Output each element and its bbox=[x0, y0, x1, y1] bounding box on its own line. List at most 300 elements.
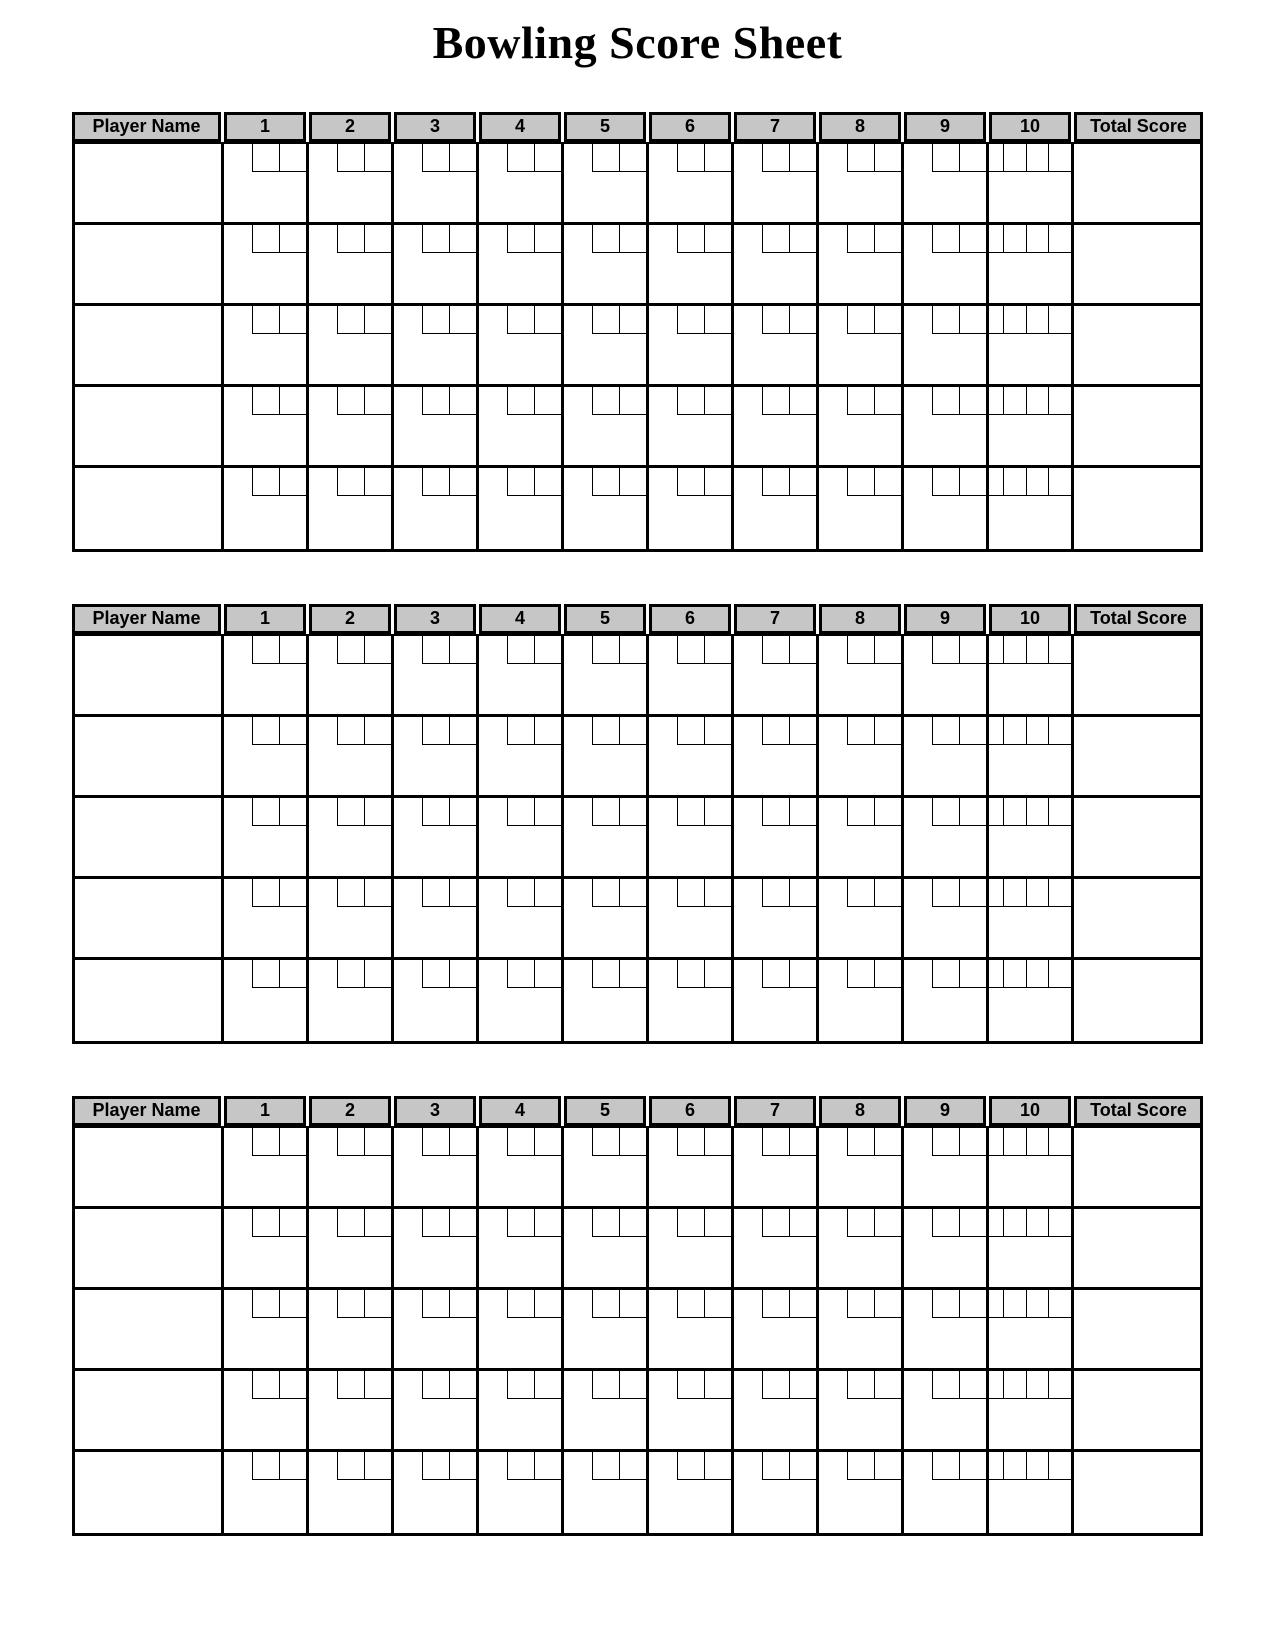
header-cell-player-name bbox=[72, 112, 224, 142]
header-cell-frame-9-box: 9 bbox=[904, 112, 986, 142]
header-cell-total-score bbox=[1074, 1096, 1203, 1126]
throw-box bbox=[364, 717, 391, 745]
throw-box bbox=[534, 1290, 561, 1318]
throw-box bbox=[592, 1128, 619, 1156]
throw-box bbox=[364, 1128, 391, 1156]
throw-boxes bbox=[677, 960, 731, 988]
frame-cell-4 bbox=[479, 798, 564, 876]
frame-cell-7 bbox=[734, 1371, 819, 1449]
throw-box bbox=[1026, 879, 1049, 907]
throw-box bbox=[279, 960, 306, 988]
frame10-lead-space bbox=[989, 1452, 1003, 1480]
throw-box bbox=[847, 225, 874, 253]
score-table-1 bbox=[72, 112, 1203, 552]
throw-box bbox=[337, 636, 364, 664]
throw-box bbox=[449, 144, 476, 172]
throw-boxes bbox=[932, 798, 986, 826]
throw-boxes bbox=[677, 306, 731, 334]
frame-cell-7 bbox=[734, 1128, 819, 1206]
throw-box bbox=[1003, 387, 1026, 415]
throw-box bbox=[1026, 306, 1049, 334]
throw-box bbox=[932, 1209, 959, 1237]
frame-cell-5 bbox=[564, 798, 649, 876]
frame-cell-3 bbox=[394, 636, 479, 714]
throw-boxes bbox=[422, 798, 476, 826]
header-cell-frame-9 bbox=[904, 604, 989, 634]
throw-box bbox=[789, 1209, 816, 1237]
throw-boxes bbox=[762, 636, 816, 664]
frame-cell-8 bbox=[819, 960, 904, 1041]
throw-boxes bbox=[507, 1371, 561, 1399]
throw-box bbox=[762, 225, 789, 253]
throw-box bbox=[337, 717, 364, 745]
frame-cell-1 bbox=[224, 1209, 309, 1287]
header-cell-frame-7 bbox=[734, 1096, 819, 1126]
frame-cell-8 bbox=[819, 1452, 904, 1533]
throw-box bbox=[337, 1452, 364, 1480]
frame-cell-10 bbox=[989, 798, 1074, 876]
throw-boxes bbox=[252, 468, 306, 496]
header-cell-frame-2-box: 2 bbox=[309, 1096, 391, 1126]
throw-box bbox=[959, 387, 986, 415]
frame-cell-6 bbox=[649, 1371, 734, 1449]
throw-box bbox=[337, 306, 364, 334]
throw-box bbox=[449, 1128, 476, 1156]
throw-box bbox=[279, 1290, 306, 1318]
throw-box bbox=[1026, 1371, 1049, 1399]
throw-boxes bbox=[762, 306, 816, 334]
header-cell-frame-5-box: 5 bbox=[564, 112, 646, 142]
frame-cell-8 bbox=[819, 798, 904, 876]
throw-box bbox=[507, 1452, 534, 1480]
throw-boxes bbox=[762, 960, 816, 988]
throw-box bbox=[959, 1452, 986, 1480]
throw-box bbox=[534, 144, 561, 172]
throw-box bbox=[279, 636, 306, 664]
throw-box bbox=[337, 1209, 364, 1237]
throw-boxes bbox=[507, 144, 561, 172]
throw-box bbox=[1048, 879, 1071, 907]
throw-boxes bbox=[252, 717, 306, 745]
throw-box bbox=[762, 144, 789, 172]
header-cell-frame-3 bbox=[394, 1096, 479, 1126]
header-cell-total-score-box: Total Score bbox=[1074, 604, 1203, 634]
frame-cell-1 bbox=[224, 468, 309, 549]
throw-box bbox=[364, 306, 391, 334]
throw-box bbox=[762, 1290, 789, 1318]
throw-boxes bbox=[337, 468, 391, 496]
header-cell-frame-4 bbox=[479, 1096, 564, 1126]
header-cell-total-score-box: Total Score bbox=[1074, 1096, 1203, 1126]
frame-cell-2 bbox=[309, 306, 394, 384]
throw-box bbox=[279, 468, 306, 496]
player-name-cell bbox=[75, 468, 224, 549]
throw-boxes bbox=[422, 1371, 476, 1399]
throw-boxes bbox=[252, 225, 306, 253]
throw-box bbox=[337, 798, 364, 826]
frame-cell-6 bbox=[649, 468, 734, 549]
throw-box bbox=[959, 468, 986, 496]
header-cell-frame-7-box: 7 bbox=[734, 604, 816, 634]
throw-box bbox=[789, 798, 816, 826]
frame-cell-1 bbox=[224, 387, 309, 465]
throw-box bbox=[337, 225, 364, 253]
throw-boxes bbox=[847, 225, 901, 253]
player-name-cell bbox=[75, 1209, 224, 1287]
throw-box bbox=[874, 1290, 901, 1318]
throw-box bbox=[847, 1452, 874, 1480]
throw-box bbox=[704, 144, 731, 172]
player-name-cell bbox=[75, 1452, 224, 1533]
throw-box bbox=[1026, 225, 1049, 253]
throw-boxes bbox=[592, 225, 646, 253]
frame-cell-1 bbox=[224, 636, 309, 714]
throw-box bbox=[592, 1452, 619, 1480]
throw-box bbox=[279, 1371, 306, 1399]
frame-cell-7 bbox=[734, 960, 819, 1041]
throw-boxes bbox=[762, 879, 816, 907]
throw-box bbox=[507, 798, 534, 826]
throw-boxes bbox=[592, 387, 646, 415]
throw-box bbox=[252, 387, 279, 415]
throw-box bbox=[592, 960, 619, 988]
frame10-lead-space bbox=[989, 717, 1003, 745]
throw-box bbox=[959, 144, 986, 172]
frame-cell-4 bbox=[479, 225, 564, 303]
throw-box bbox=[422, 1209, 449, 1237]
throw-boxes bbox=[507, 387, 561, 415]
throw-box bbox=[507, 1371, 534, 1399]
throw-boxes bbox=[507, 717, 561, 745]
header-cell-frame-8 bbox=[819, 112, 904, 142]
throw-box bbox=[874, 879, 901, 907]
throw-box bbox=[449, 1209, 476, 1237]
throw-box bbox=[422, 798, 449, 826]
throw-box bbox=[789, 1452, 816, 1480]
player-row bbox=[75, 636, 1200, 717]
throw-box bbox=[252, 636, 279, 664]
throw-boxes-frame10 bbox=[989, 1371, 1071, 1399]
header-cell-frame-4-box: 4 bbox=[479, 1096, 561, 1126]
throw-box bbox=[619, 879, 646, 907]
frame-cell-10 bbox=[989, 1290, 1074, 1368]
frame-cell-1 bbox=[224, 1452, 309, 1533]
throw-box bbox=[422, 960, 449, 988]
throw-box bbox=[762, 798, 789, 826]
frame-cell-5 bbox=[564, 225, 649, 303]
throw-box bbox=[1026, 798, 1049, 826]
throw-boxes bbox=[507, 1209, 561, 1237]
throw-box bbox=[874, 1371, 901, 1399]
throw-box bbox=[789, 960, 816, 988]
throw-box bbox=[449, 468, 476, 496]
header-cell-frame-7-box: 7 bbox=[734, 1096, 816, 1126]
throw-box bbox=[1003, 717, 1026, 745]
header-cell-frame-6-box: 6 bbox=[649, 1096, 731, 1126]
throw-boxes bbox=[677, 1290, 731, 1318]
total-score-cell bbox=[1074, 306, 1200, 384]
throw-boxes bbox=[337, 1452, 391, 1480]
player-row bbox=[75, 144, 1200, 225]
header-cell-frame-6 bbox=[649, 604, 734, 634]
header-cell-frame-2 bbox=[309, 604, 394, 634]
player-row bbox=[75, 1128, 1200, 1209]
throw-box bbox=[704, 798, 731, 826]
throw-boxes bbox=[592, 798, 646, 826]
throw-boxes bbox=[932, 636, 986, 664]
frame-cell-6 bbox=[649, 798, 734, 876]
frame-cell-3 bbox=[394, 1209, 479, 1287]
frame-cell-4 bbox=[479, 636, 564, 714]
score-table-3 bbox=[72, 1096, 1203, 1536]
throw-box bbox=[534, 717, 561, 745]
player-row bbox=[75, 387, 1200, 468]
header-cell-frame-1-box: 1 bbox=[224, 112, 306, 142]
throw-box bbox=[677, 1128, 704, 1156]
throw-box bbox=[1026, 1452, 1049, 1480]
frame-cell-4 bbox=[479, 387, 564, 465]
throw-box bbox=[507, 306, 534, 334]
frame-cell-8 bbox=[819, 1290, 904, 1368]
throw-box bbox=[847, 1209, 874, 1237]
throw-box bbox=[874, 1452, 901, 1480]
frame-cell-7 bbox=[734, 1209, 819, 1287]
header-row bbox=[72, 604, 1203, 634]
throw-box bbox=[507, 1128, 534, 1156]
throw-box bbox=[534, 1128, 561, 1156]
throw-box bbox=[847, 1128, 874, 1156]
throw-box bbox=[449, 387, 476, 415]
header-cell-frame-10-box: 10 bbox=[989, 604, 1071, 634]
total-score-cell bbox=[1074, 960, 1200, 1041]
throw-box bbox=[874, 144, 901, 172]
throw-box bbox=[677, 798, 704, 826]
score-table-2 bbox=[72, 604, 1203, 1044]
throw-box bbox=[1048, 1128, 1071, 1156]
throw-box bbox=[252, 1452, 279, 1480]
throw-boxes bbox=[932, 879, 986, 907]
frame-cell-1 bbox=[224, 1290, 309, 1368]
frame-cell-5 bbox=[564, 636, 649, 714]
throw-box bbox=[1048, 468, 1071, 496]
throw-box bbox=[762, 387, 789, 415]
throw-box bbox=[762, 879, 789, 907]
throw-box bbox=[1003, 960, 1026, 988]
throw-boxes bbox=[847, 306, 901, 334]
throw-boxes bbox=[932, 1128, 986, 1156]
header-cell-player-name-box: Player Name bbox=[72, 604, 221, 634]
header-cell-frame-9 bbox=[904, 1096, 989, 1126]
header-cell-frame-10 bbox=[989, 112, 1074, 142]
throw-boxes bbox=[762, 1128, 816, 1156]
frame-cell-5 bbox=[564, 1452, 649, 1533]
throw-boxes bbox=[422, 960, 476, 988]
throw-box bbox=[619, 1371, 646, 1399]
throw-boxes bbox=[422, 1209, 476, 1237]
throw-box bbox=[619, 1128, 646, 1156]
throw-box bbox=[364, 1452, 391, 1480]
header-cell-frame-8-box: 8 bbox=[819, 1096, 901, 1126]
header-cell-frame-10 bbox=[989, 604, 1074, 634]
throw-box bbox=[1048, 717, 1071, 745]
throw-box bbox=[704, 1209, 731, 1237]
throw-box bbox=[789, 468, 816, 496]
frame-cell-9 bbox=[904, 144, 989, 222]
throw-boxes bbox=[762, 798, 816, 826]
total-score-cell bbox=[1074, 798, 1200, 876]
throw-box bbox=[364, 144, 391, 172]
throw-box bbox=[1048, 636, 1071, 664]
throw-box bbox=[789, 879, 816, 907]
throw-box bbox=[704, 879, 731, 907]
throw-box bbox=[279, 225, 306, 253]
throw-box bbox=[1026, 144, 1049, 172]
throw-box bbox=[1003, 225, 1026, 253]
frame-cell-10 bbox=[989, 1209, 1074, 1287]
throw-box bbox=[534, 306, 561, 334]
frame-cell-9 bbox=[904, 960, 989, 1041]
frame-cell-4 bbox=[479, 468, 564, 549]
throw-boxes bbox=[507, 1290, 561, 1318]
throw-boxes bbox=[847, 1209, 901, 1237]
throw-box bbox=[677, 960, 704, 988]
throw-box bbox=[932, 879, 959, 907]
frame-cell-7 bbox=[734, 798, 819, 876]
throw-boxes bbox=[677, 798, 731, 826]
throw-box bbox=[507, 717, 534, 745]
header-cell-frame-8-box: 8 bbox=[819, 604, 901, 634]
throw-box bbox=[704, 225, 731, 253]
throw-boxes bbox=[337, 144, 391, 172]
throw-box bbox=[619, 798, 646, 826]
header-cell-frame-9-box: 9 bbox=[904, 604, 986, 634]
frame-cell-5 bbox=[564, 144, 649, 222]
frame-cell-2 bbox=[309, 1371, 394, 1449]
frame10-lead-space bbox=[989, 798, 1003, 826]
throw-box bbox=[704, 468, 731, 496]
throw-boxes bbox=[677, 717, 731, 745]
player-name-cell bbox=[75, 636, 224, 714]
throw-box bbox=[677, 1452, 704, 1480]
throw-boxes bbox=[762, 1209, 816, 1237]
header-cell-frame-3-box: 3 bbox=[394, 1096, 476, 1126]
throw-boxes bbox=[252, 1371, 306, 1399]
throw-box bbox=[789, 1128, 816, 1156]
throw-boxes bbox=[677, 879, 731, 907]
throw-box bbox=[789, 225, 816, 253]
frame-cell-9 bbox=[904, 468, 989, 549]
frame-cell-9 bbox=[904, 1290, 989, 1368]
throw-box bbox=[762, 306, 789, 334]
header-cell-frame-4 bbox=[479, 112, 564, 142]
header-cell-frame-6 bbox=[649, 1096, 734, 1126]
frame-cell-7 bbox=[734, 717, 819, 795]
frame-cell-4 bbox=[479, 144, 564, 222]
throw-box bbox=[1048, 144, 1071, 172]
throw-boxes bbox=[422, 1290, 476, 1318]
throw-box bbox=[789, 1290, 816, 1318]
throw-box bbox=[677, 636, 704, 664]
total-score-cell bbox=[1074, 717, 1200, 795]
player-row bbox=[75, 960, 1200, 1041]
frame-cell-3 bbox=[394, 1452, 479, 1533]
frame-cell-6 bbox=[649, 879, 734, 957]
frame-cell-3 bbox=[394, 798, 479, 876]
throw-box bbox=[847, 636, 874, 664]
throw-box bbox=[592, 306, 619, 334]
throw-box bbox=[1048, 225, 1071, 253]
frame-cell-10 bbox=[989, 636, 1074, 714]
frame-cell-5 bbox=[564, 1290, 649, 1368]
throw-boxes bbox=[592, 144, 646, 172]
throw-box bbox=[252, 1209, 279, 1237]
throw-boxes bbox=[507, 1128, 561, 1156]
throw-box bbox=[677, 306, 704, 334]
throw-boxes-frame10 bbox=[989, 1290, 1071, 1318]
throw-box bbox=[422, 387, 449, 415]
throw-boxes bbox=[252, 1290, 306, 1318]
frame-cell-3 bbox=[394, 960, 479, 1041]
player-row bbox=[75, 717, 1200, 798]
throw-box bbox=[1048, 960, 1071, 988]
frame-cell-2 bbox=[309, 636, 394, 714]
throw-box bbox=[789, 387, 816, 415]
throw-box bbox=[337, 1290, 364, 1318]
total-score-cell bbox=[1074, 879, 1200, 957]
throw-box bbox=[592, 1371, 619, 1399]
throw-box bbox=[279, 1452, 306, 1480]
throw-boxes bbox=[592, 1209, 646, 1237]
frame-cell-5 bbox=[564, 717, 649, 795]
throw-boxes bbox=[762, 387, 816, 415]
frame-cell-9 bbox=[904, 636, 989, 714]
throw-box bbox=[422, 636, 449, 664]
header-cell-frame-2 bbox=[309, 112, 394, 142]
frame-cell-8 bbox=[819, 468, 904, 549]
header-cell-frame-1-box: 1 bbox=[224, 1096, 306, 1126]
frame-cell-10 bbox=[989, 306, 1074, 384]
player-row bbox=[75, 798, 1200, 879]
throw-box bbox=[704, 717, 731, 745]
frame-cell-1 bbox=[224, 1128, 309, 1206]
throw-boxes bbox=[762, 1371, 816, 1399]
frame-cell-3 bbox=[394, 1371, 479, 1449]
frame-cell-10 bbox=[989, 1371, 1074, 1449]
frame-cell-8 bbox=[819, 387, 904, 465]
frame-cell-2 bbox=[309, 144, 394, 222]
throw-box bbox=[364, 798, 391, 826]
frame-cell-8 bbox=[819, 717, 904, 795]
frame-cell-8 bbox=[819, 1209, 904, 1287]
frame-cell-2 bbox=[309, 798, 394, 876]
total-score-cell bbox=[1074, 1128, 1200, 1206]
throw-boxes bbox=[337, 879, 391, 907]
throw-boxes bbox=[337, 960, 391, 988]
throw-box bbox=[507, 468, 534, 496]
throw-box bbox=[762, 1128, 789, 1156]
header-cell-frame-1 bbox=[224, 604, 309, 634]
frame-cell-5 bbox=[564, 879, 649, 957]
frame10-lead-space bbox=[989, 225, 1003, 253]
throw-box bbox=[847, 717, 874, 745]
throw-box bbox=[959, 1209, 986, 1237]
throw-box bbox=[449, 879, 476, 907]
throw-boxes bbox=[422, 717, 476, 745]
throw-boxes bbox=[762, 144, 816, 172]
throw-box bbox=[932, 1371, 959, 1399]
throw-boxes bbox=[252, 1128, 306, 1156]
throw-box bbox=[847, 387, 874, 415]
